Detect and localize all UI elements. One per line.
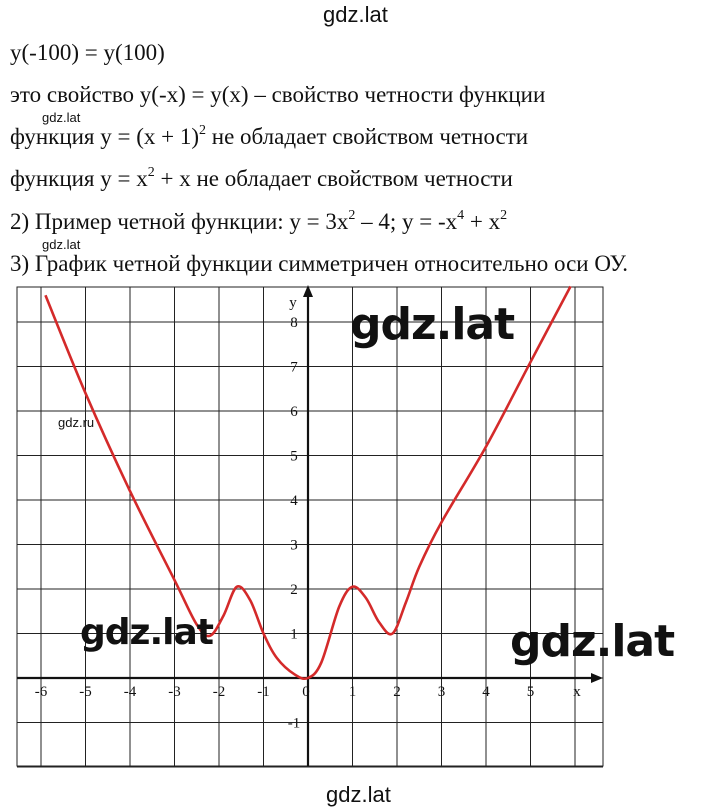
x-tick-label: -3	[168, 684, 181, 700]
axes	[17, 285, 603, 766]
text-line-3-part-b: не обладает свойством четности	[206, 124, 529, 149]
y-tick-label: 6	[290, 404, 298, 420]
x-tick-label: 3	[437, 684, 446, 700]
text-line-5-exponent-3: 2	[500, 208, 508, 223]
x-tick-label: 2	[393, 684, 401, 700]
text-line-3-part-a: функция y = (x + 1)	[10, 124, 200, 149]
x-tick-label: 1	[348, 684, 357, 700]
text-line-5-exponent-2: 4	[457, 208, 465, 223]
text-line-5-part-c: + x	[464, 209, 501, 234]
watermark-small-2: gdz.lat	[42, 237, 81, 252]
text-line-4-part-a: функция y = x	[10, 166, 148, 191]
watermark-big-3: gdz.lat	[510, 616, 675, 667]
y-axis-label: y	[289, 295, 297, 311]
watermark-small-ru: gdz.ru	[58, 415, 95, 430]
y-tick-label: 5	[290, 448, 298, 465]
watermark-bottom: gdz.lat	[326, 782, 391, 807]
watermark-small-1: gdz.lat	[42, 110, 81, 125]
y-tick-label: 7	[290, 359, 298, 376]
y-tick-label: 2	[290, 582, 298, 598]
x-tick-label: 5	[526, 684, 535, 700]
y-tick-label: 8	[290, 315, 298, 331]
y-tick-label: 1	[290, 626, 298, 643]
text-line-2: это свойство y(-x) = y(x) – свойство четности функции	[10, 82, 546, 107]
watermark-big-1: gdz.lat	[350, 299, 515, 350]
watermark-top: gdz.lat	[323, 2, 388, 27]
text-line-5-part-a: 2) Пример четной функции: y = 3x	[10, 209, 349, 234]
x-axis-arrow	[591, 673, 603, 683]
x-tick-label: -2	[212, 684, 226, 700]
grid	[17, 287, 603, 767]
y-tick-label: 3	[290, 537, 298, 554]
y-tick-label: 4	[290, 493, 298, 509]
y-tick-label: -1	[287, 715, 301, 732]
x-tick-label: 0	[302, 684, 310, 700]
text-line-1: y(-100) = y(100)	[10, 40, 165, 65]
grid-border	[17, 287, 603, 766]
watermark-big-2: gdz.lat	[80, 612, 214, 653]
text-line-4-exponent: 2	[147, 165, 155, 180]
text-line-4-part-b: + x не обладает свойством четности	[154, 166, 513, 191]
text-line-6: 3) График четной функции симметричен относительно оси ОУ.	[10, 251, 628, 276]
x-tick-label: -5	[79, 684, 92, 700]
x-tick-label: 4	[482, 684, 490, 700]
x-axis-label: x	[573, 684, 581, 700]
x-tick-label: -6	[34, 684, 48, 700]
x-tick-label: -1	[257, 684, 270, 700]
text-line-3-exponent: 2	[199, 123, 207, 138]
text-line-5-part-b: – 4; y = -x	[355, 209, 458, 234]
x-tick-label: -4	[123, 684, 137, 700]
text-line-5-exponent-1: 2	[348, 208, 356, 223]
